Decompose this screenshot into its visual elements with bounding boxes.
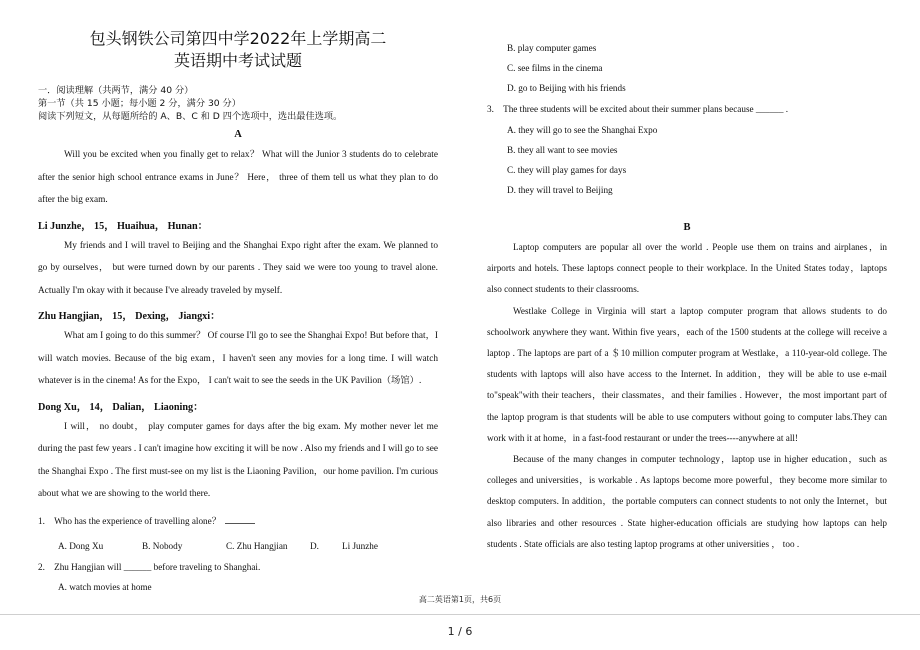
left-column bbox=[38, 28, 438, 597]
speaker-3-text: I will， no doubt， play computer games for days after the big exam. My mother never let me during the past few years . I can't imagine how exciting it will be now . Also my friends and I will go to see the Shanghai Expo . The first must-see on my list is the Liaoning Pavilion，our home pavilion. I'm curious about what we are showing to the world there. bbox=[38, 421, 438, 499]
page-counter: 1 / 6 bbox=[447, 625, 473, 638]
q1-option-d[interactable]: D. bbox=[310, 540, 319, 551]
section-instruction: 阅读下列短文，从每题所给的 A、B、C 和 D 四个选项中，选出最佳选项。 bbox=[38, 111, 343, 122]
page-divider bbox=[0, 614, 920, 615]
title-line-2: 英语期中考试试题 bbox=[173, 51, 302, 70]
speaker-2-text: What am I going to do this summer？ Of course I'll go to see the Shanghai Expo! But before that，I will watch movies. Because of the big exam，I haven't seen any movies for a long time. I will watch whatever is in the cinema! As for the Expo， I can't wait to see the seeds in the UK Pavilion（场馆）. bbox=[38, 331, 438, 386]
passage-b-paragraph-2: Westlake College in Virginia will start a laptop computer program that allows students to do schoolwork anywhere they want. Within five years，each of the 1500 students at the college will receive a laptop . The laptops are part of a ＄10 million computer program at Westlake，a 110-year-old college. The students with laptops will also have access to the Internet. In addition，they will be able to use e-mail to"speak"with their teachers，their classmates，and their families . However，the most important part of the laptop program is that students will be able to use computers without going to computer labs.They can work with it at home，in a fast-food restaurant or under the trees----anywhere at all! bbox=[487, 305, 887, 443]
q2-option-d[interactable]: D. go to Beijing with his friends bbox=[507, 83, 626, 93]
page-footer: 高二英语第1页，共6页 bbox=[418, 595, 502, 604]
q1-option-d-text[interactable]: Li Junzhe bbox=[342, 540, 378, 551]
passage-b-paragraph-1: Laptop computers are popular all over the world . People use them on trains and airplanes，in airports and hotels. These laptops connect people to their workplace. In the United States today，laptops also connect students to their classrooms. bbox=[487, 242, 887, 295]
q2-option-b[interactable]: B. play computer games bbox=[507, 43, 597, 53]
right-column bbox=[487, 38, 887, 555]
question-1-text: 1. Who has the experience of travelling alone？ bbox=[38, 515, 221, 526]
passage-b-label: B bbox=[683, 222, 691, 233]
q2-option-a[interactable]: A. watch movies at home bbox=[58, 581, 152, 592]
q2-option-c[interactable]: C. see films in the cinema bbox=[507, 63, 603, 73]
q1-option-c[interactable]: C. Zhu Hangjian bbox=[226, 540, 288, 551]
q3-option-a[interactable]: A. they will go to see the Shanghai Expo bbox=[507, 125, 658, 135]
passage-a-intro: Will you be excited when you finally get to relax？ What will the Junior 3 students do to celebrate after the senior high school entrance exams in June？ Here， three of them tell us what they plan to do after the big exam. bbox=[38, 150, 438, 205]
speaker-2-name: Zhu Hangjian， 15， Dexing， Jiangxi： bbox=[38, 311, 221, 322]
question-1-options bbox=[38, 536, 438, 556]
speaker-3-name: Dong Xu， 14， Dalian， Liaoning： bbox=[38, 401, 204, 413]
exam-title bbox=[38, 28, 438, 72]
question-1 bbox=[38, 514, 438, 528]
q1-option-a[interactable]: A. Dong Xu bbox=[58, 540, 104, 551]
answer-blank bbox=[225, 523, 255, 524]
passage-a-label: A bbox=[234, 129, 242, 140]
section-heading: 一．阅读理解（共两节，满分 40 分） bbox=[38, 85, 194, 96]
q3-option-c[interactable]: C. they will play games for days bbox=[507, 165, 627, 175]
title-line-1: 包头钢铁公司第四中学2022年上学期高二 bbox=[89, 29, 387, 48]
passage-b-paragraph-3: Because of the many changes in computer technology，laptop use in higher education，such as colleges and universities，is workable . As laptops become more powerful，they become more similar to desktop computers. In addition，the portable computers can connect students to not only the Internet，but also libraries and other resources . State higher-education officials are studying how laptops can help students . State officials are also testing laptop programs at other universities ， too . bbox=[487, 454, 887, 549]
q3-option-d[interactable]: D. they will travel to Beijing bbox=[507, 185, 613, 195]
speaker-1-name: Li Junzhe， 15， Huaihua， Hunan： bbox=[38, 220, 208, 232]
speaker-1-text: My friends and I will travel to Beijing and the Shanghai Expo right after the exam. We planned to go by ourselves， but were turned down by our parents . They said we were too young to travel alone. Actually I'm okay with it because I've already traveled by myself. bbox=[38, 240, 438, 296]
q1-option-b[interactable]: B. Nobody bbox=[142, 540, 183, 551]
question-3: 3. The three students will be excited about their summer plans because ______ . bbox=[487, 104, 789, 114]
section-subheading: 第一节（共 15 小题；每小题 2 分，满分 30 分） bbox=[38, 98, 241, 109]
q3-option-b[interactable]: B. they all want to see movies bbox=[507, 145, 618, 155]
question-2: 2. Zhu Hangjian will ______ before traveling to Shanghai. bbox=[38, 561, 261, 572]
